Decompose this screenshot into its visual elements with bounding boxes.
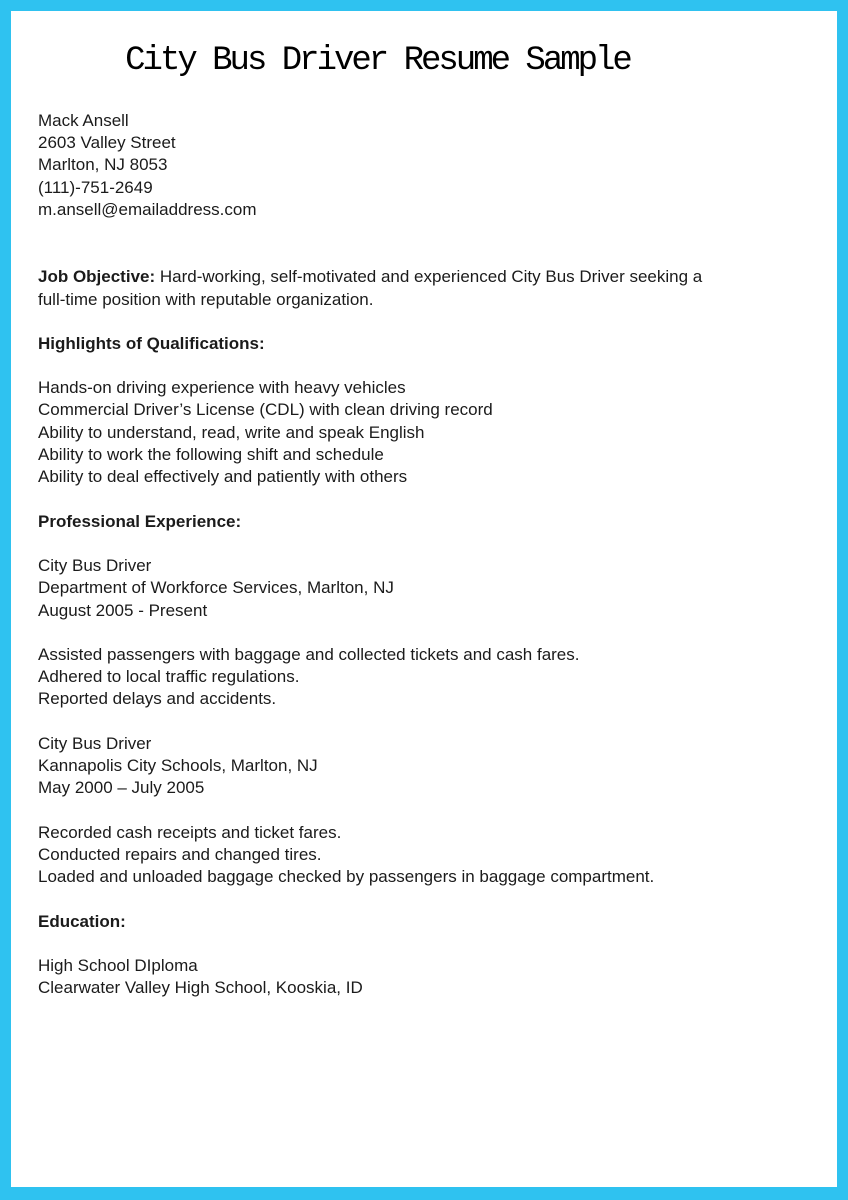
contact-name: Mack Ansell bbox=[38, 110, 129, 130]
experience-heading: Professional Experience: bbox=[38, 511, 242, 531]
qualification-item: Commercial Driver’s License (CDL) with clean driving record bbox=[38, 400, 493, 420]
qualification-item: Ability to understand, read, write and speak English bbox=[38, 422, 425, 442]
qualifications-heading: Highlights of Qualifications: bbox=[38, 333, 265, 353]
job-header-block bbox=[38, 555, 807, 622]
job-dates: May 2000 – July 2005 bbox=[38, 778, 205, 798]
qualifications-heading-block bbox=[38, 333, 807, 355]
education-heading: Education: bbox=[38, 911, 126, 931]
job-duty: Conducted repairs and changed tires. bbox=[38, 844, 322, 864]
resume-content bbox=[11, 11, 837, 999]
page-title: City Bus Driver Resume Sample bbox=[125, 42, 630, 80]
objective-line-1 bbox=[38, 266, 807, 288]
qualification-item: Ability to work the following shift and schedule bbox=[38, 445, 384, 465]
education-school: Clearwater Valley High School, Kooskia, ID bbox=[38, 978, 363, 998]
contact-city-state-zip: Marlton, NJ 8053 bbox=[38, 155, 168, 175]
objective-text-2: full-time position with reputable organization. bbox=[38, 289, 374, 309]
qualification-item: Ability to deal effectively and patiently with others bbox=[38, 467, 408, 487]
job-duty: Adhered to local traffic regulations. bbox=[38, 667, 300, 687]
contact-block bbox=[38, 110, 807, 221]
job-duties-block bbox=[38, 644, 807, 711]
job-employer: Kannapolis City Schools, Marlton, NJ bbox=[38, 756, 318, 776]
objective-text-1: Hard-working, self-motivated and experienced City Bus Driver seeking a bbox=[159, 267, 703, 287]
experience-heading-block bbox=[38, 511, 807, 533]
contact-street: 2603 Valley Street bbox=[38, 133, 176, 153]
qualification-item: Hands-on driving experience with heavy vehicles bbox=[38, 378, 406, 398]
education-block bbox=[38, 955, 807, 1000]
contact-phone: (111)-751-2649 bbox=[38, 177, 153, 197]
education-degree: High School DIploma bbox=[38, 955, 198, 975]
job-dates: August 2005 - Present bbox=[38, 600, 208, 620]
job-header-block bbox=[38, 733, 807, 800]
education-heading-block bbox=[38, 911, 807, 933]
objective-block bbox=[38, 266, 807, 311]
job-title: City Bus Driver bbox=[38, 733, 152, 753]
job-duty: Assisted passengers with baggage and collected tickets and cash fares. bbox=[38, 644, 580, 664]
job-duty: Reported delays and accidents. bbox=[38, 689, 277, 709]
job-duty: Recorded cash receipts and ticket fares. bbox=[38, 822, 342, 842]
job-duties-block bbox=[38, 822, 807, 889]
job-employer: Department of Workforce Services, Marlton, NJ bbox=[38, 578, 394, 598]
contact-email: m.ansell@emailaddress.com bbox=[38, 199, 257, 219]
job-duty: Loaded and unloaded baggage checked by passengers in baggage compartment. bbox=[38, 867, 655, 887]
objective-label: Job Objective: bbox=[38, 267, 156, 287]
job-title: City Bus Driver bbox=[38, 555, 152, 575]
qualifications-list bbox=[38, 377, 807, 488]
